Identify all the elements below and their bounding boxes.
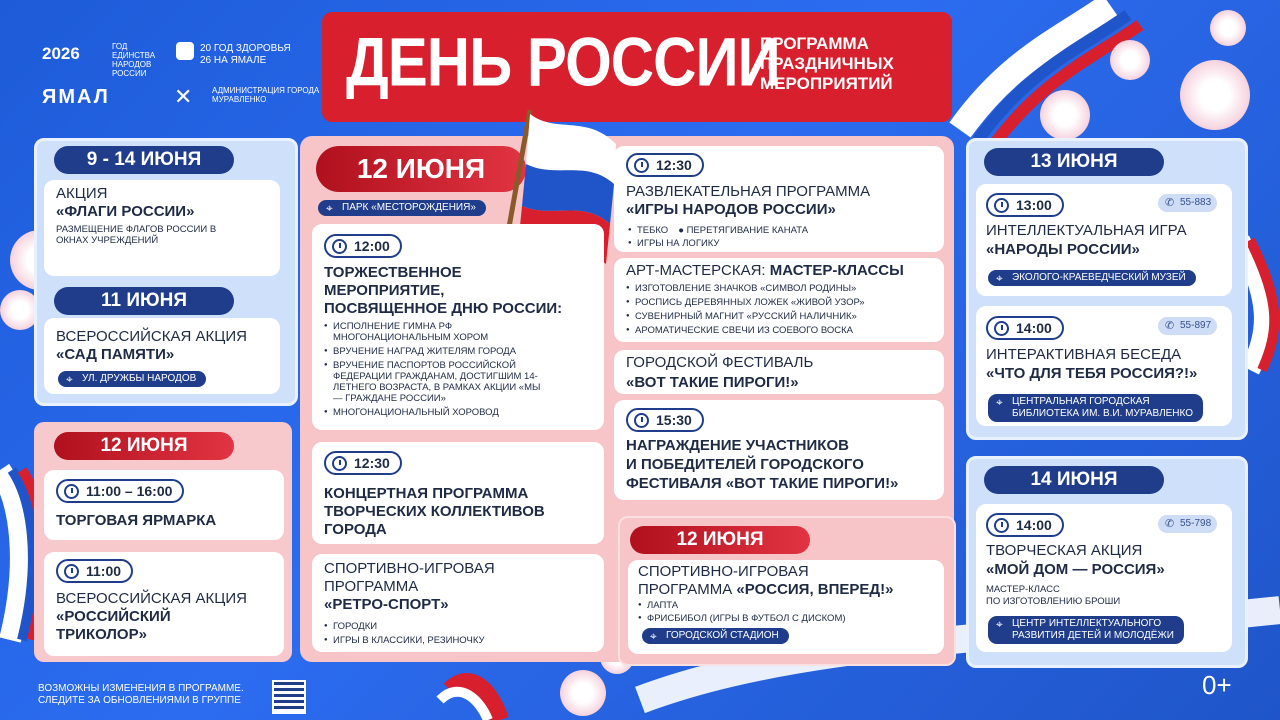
item-text: ПЕРЕТЯГИВАНИЕ КАНАТА (686, 225, 809, 236)
footer-note-line: СЛЕДИТЕ ЗА ОБНОВЛЕНИЯМИ В ГРУППЕ (38, 695, 241, 706)
event-items-list (324, 321, 544, 418)
health-year-logo-icon (176, 42, 194, 60)
subtitle-line: МЕРОПРИЯТИЙ (760, 74, 893, 93)
list-item: ● МНОГОНАЦИОНАЛЬНЫЙ ХОРОВОД (324, 407, 544, 418)
blossom-icon (1180, 60, 1250, 130)
time-badge (324, 234, 402, 258)
clock-icon (332, 239, 347, 254)
clock-icon (994, 198, 1009, 213)
time-badge (626, 153, 704, 177)
clock-icon (994, 518, 1009, 533)
health-year-logo-line1: 20 ГОД ЗДОРОВЬЯ (200, 43, 291, 54)
event-title: ГОРОДА (324, 521, 387, 538)
location-badge: ⌖ УЛ. ДРУЖБЫ НАРОДОВ (58, 371, 206, 387)
date-badge: 14 ИЮНЯ (984, 466, 1164, 494)
event-title: «РЕТРО-СПОРТ» (324, 596, 449, 613)
time-text: 13:00 (1016, 197, 1052, 213)
location-line: БИБЛИОТЕКА ИМ. В.И. МУРАВЛЕНКО (1012, 408, 1194, 419)
qr-code[interactable] (272, 680, 306, 714)
time-text: 14:00 (1016, 517, 1052, 533)
item-text: ТЕБКО (637, 225, 669, 236)
list-item: ● ТЕБКО ● ПЕРЕТЯГИВАНИЕ КАНАТА (628, 225, 808, 236)
blossom-icon (1210, 10, 1246, 46)
event-items-list (324, 621, 485, 646)
event-title: АКЦИЯ (56, 185, 108, 202)
page-title: ДЕНЬ РОССИИ (346, 23, 780, 101)
event-title: МЕРОПРИЯТИЕ, (324, 282, 445, 299)
administration-logo-icon: ✕ (174, 84, 193, 109)
event-title: «САД ПАМЯТИ» (56, 346, 175, 363)
time-badge (626, 408, 704, 432)
location-badge (988, 616, 1184, 644)
date-badge: 13 ИЮНЯ (984, 148, 1164, 176)
phone-badge: ✆ 55-798 (1158, 515, 1217, 533)
list-item: ● РОСПИСЬ ДЕРЕВЯННЫХ ЛОЖЕК «ЖИВОЙ УЗОР» (626, 297, 865, 308)
event-description: ПО ИЗГОТОВЛЕНИЮ БРОШИ (986, 596, 1121, 607)
time-text: 11:00 – 16:00 (86, 483, 173, 499)
location-line: ⌖ ЦЕНТРАЛЬНАЯ ГОРОДСКАЯ (1012, 396, 1150, 407)
age-rating: 0+ (1202, 670, 1232, 700)
event-title (626, 262, 904, 280)
time-text: 12:30 (656, 157, 692, 173)
list-item: ● ВРУЧЕНИЕ НАГРАД ЖИТЕЛЯМ ГОРОДА (324, 346, 544, 357)
health-year-logo-line2: 26 НА ЯМАЛЕ (200, 55, 267, 66)
event-title: «РОССИЙСКИЙ (56, 608, 171, 625)
event-title: ИНТЕРАКТИВНАЯ БЕСЕДА (986, 346, 1182, 363)
phone-badge: ✆ 55-883 (1158, 194, 1217, 212)
event-title: ГОРОДСКОЙ ФЕСТИВАЛЬ (626, 354, 814, 371)
blossom-icon (1040, 90, 1090, 140)
date-badge: 9 - 14 ИЮНЯ (54, 146, 234, 174)
list-item: ● ИЗГОТОВЛЕНИЕ ЗНАЧКОВ «СИМВОЛ РОДИНЫ» (626, 283, 865, 294)
footer-note-line: ВОЗМОЖНЫ ИЗМЕНЕНИЯ В ПРОГРАММЕ. (38, 683, 244, 694)
event-title: «НАРОДЫ РОССИИ» (986, 241, 1140, 258)
title-part: ПРОГРАММА (638, 581, 737, 598)
list-item: ● ВРУЧЕНИЕ ПАСПОРТОВ РОССИЙСКОЙ ФЕДЕРАЦИИ ГРАЖДАНАМ, ДОСТИГШИМ 14-ЛЕТНЕГО ВОЗРАСТА, В РАМКАХ АКЦИИ «МЫ — ГРАЖДАНЕ РОССИИ» (324, 360, 544, 404)
event-description: РАЗМЕЩЕНИЕ ФЛАГОВ РОССИИ В ОКНАХ УЧРЕЖДЕНИЙ (56, 224, 217, 246)
event-title: ТОРГОВАЯ ЯРМАРКА (56, 512, 217, 529)
event-title: «ЧТО ДЛЯ ТЕБЯ РОССИЯ?!» (986, 365, 1198, 382)
time-badge (986, 316, 1064, 340)
event-title: СПОРТИВНО-ИГРОВАЯ (638, 563, 809, 580)
list-item: ● ФРИСБИБОЛ (ИГРЫ В ФУТБОЛ С ДИСКОМ) (638, 613, 846, 624)
location-badge: ⌖ ПАРК «МЕСТОРОЖДЕНИЯ» (318, 200, 486, 216)
location-line: ⌖ ЦЕНТР ИНТЕЛЛЕКТУАЛЬНОГО (1012, 618, 1162, 629)
location-badge (988, 394, 1203, 422)
list-item: ● АРОМАТИЧЕСКИЕ СВЕЧИ ИЗ СОЕВОГО ВОСКА (626, 325, 865, 336)
event-description: МАСТЕР-КЛАСС (986, 584, 1060, 595)
event-title: ФЕСТИВАЛЯ «ВОТ ТАКИЕ ПИРОГИ!» (626, 475, 899, 492)
event-title: «ИГРЫ НАРОДОВ РОССИИ» (626, 201, 836, 218)
event-title: И ПОБЕДИТЕЛЕЙ ГОРОДСКОГО (626, 456, 864, 473)
clock-icon (332, 456, 347, 471)
event-title: ВСЕРОССИЙСКАЯ АКЦИЯ (56, 328, 247, 345)
clock-icon (994, 321, 1009, 336)
administration-logo-text: АДМИНИСТРАЦИЯ ГОРОДА МУРАВЛЕНКО (212, 86, 320, 104)
event-title: ТОРЖЕСТВЕННОЕ (324, 264, 462, 281)
event-title (638, 581, 893, 599)
time-text: 12:30 (354, 455, 390, 471)
event-title: НАГРАЖДЕНИЕ УЧАСТНИКОВ (626, 437, 849, 454)
time-badge (986, 513, 1064, 537)
subtitle-line: ПРОГРАММА (760, 34, 869, 53)
title-part: АРТ-МАСТЕРСКАЯ: (626, 262, 770, 279)
clock-icon (64, 484, 79, 499)
yamal-logo: ЯМАЛ (42, 86, 110, 108)
blossom-icon (560, 670, 606, 716)
title-part: МАСТЕР-КЛАССЫ (769, 262, 904, 279)
clock-icon (634, 158, 649, 173)
location-badge: ⌖ ЭКОЛОГО-КРАЕВЕДЧЕСКИЙ МУЗЕЙ (988, 270, 1196, 286)
footer-note (38, 683, 244, 707)
event-title: ВСЕРОССИЙСКАЯ АКЦИЯ (56, 590, 247, 607)
time-text: 12:00 (354, 238, 390, 254)
clock-icon (64, 564, 79, 579)
event-title: «ВОТ ТАКИЕ ПИРОГИ!» (626, 374, 799, 391)
time-badge (986, 193, 1064, 217)
list-item: ● ИГРЫ НА ЛОГИКУ (628, 238, 808, 249)
time-badge (324, 451, 402, 475)
page-subtitle (760, 34, 894, 94)
date-badge: 12 ИЮНЯ (630, 526, 810, 554)
year-of-unity-logo-text: ГОД ЕДИНСТВА НАРОДОВ РОССИИ (112, 42, 156, 78)
date-badge: 12 ИЮНЯ (54, 432, 234, 460)
location-badge: ⌖ ГОРОДСКОЙ СТАДИОН (642, 628, 789, 644)
list-item: ● ИГРЫ В КЛАССИКИ, РЕЗИНОЧКУ (324, 635, 485, 646)
list-item: ● ЛАПТА (638, 600, 846, 611)
phone-badge: ✆ 55-897 (1158, 317, 1217, 335)
location-line: РАЗВИТИЯ ДЕТЕЙ И МОЛОДЁЖИ (1012, 630, 1174, 641)
list-item: ● СУВЕНИРНЫЙ МАГНИТ «РУССКИЙ НАЛИЧНИК» (626, 311, 865, 322)
event-title: ТВОРЧЕСКИХ КОЛЛЕКТИВОВ (324, 503, 545, 520)
event-title: ИНТЕЛЛЕКТУАЛЬНАЯ ИГРА (986, 222, 1187, 239)
blossom-icon (1110, 40, 1150, 80)
time-text: 15:30 (656, 412, 692, 428)
event-title: СПОРТИВНО-ИГРОВАЯ (324, 560, 495, 577)
event-title: КОНЦЕРТНАЯ ПРОГРАММА (324, 485, 529, 502)
time-badge (56, 559, 133, 583)
list-item: ● ИСПОЛНЕНИЕ ГИМНА РФ МНОГОНАЦИОНАЛЬНЫМ ХОРОМ (324, 321, 544, 343)
event-items-list (626, 283, 865, 336)
event-title: ПОСВЯЩЕННОЕ ДНЮ РОССИИ: (324, 300, 563, 317)
event-title: ТРИКОЛОР» (56, 626, 147, 643)
date-badge: 11 ИЮНЯ (54, 287, 234, 315)
clock-icon (634, 413, 649, 428)
event-title: «ФЛАГИ РОССИИ» (56, 203, 195, 220)
event-items-list (638, 600, 846, 624)
subtitle-line: ПРАЗДНИЧНЫХ (760, 54, 894, 73)
event-title: «МОЙ ДОМ — РОССИЯ» (986, 561, 1165, 578)
time-text: 11:00 (86, 563, 122, 579)
event-title: РАЗВЛЕКАТЕЛЬНАЯ ПРОГРАММА (626, 183, 871, 200)
time-badge (56, 479, 184, 503)
list-item: ● ГОРОДКИ (324, 621, 485, 632)
logo-year: 2026 (42, 44, 80, 63)
date-badge: 12 ИЮНЯ (316, 146, 526, 192)
title-part: «РОССИЯ, ВПЕРЕД!» (736, 581, 894, 598)
year-of-unity-logo (42, 44, 80, 64)
event-title: ТВОРЧЕСКАЯ АКЦИЯ (986, 542, 1143, 559)
time-text: 14:00 (1016, 320, 1052, 336)
event-title: ПРОГРАММА (324, 578, 419, 595)
event-items-list (628, 225, 808, 249)
